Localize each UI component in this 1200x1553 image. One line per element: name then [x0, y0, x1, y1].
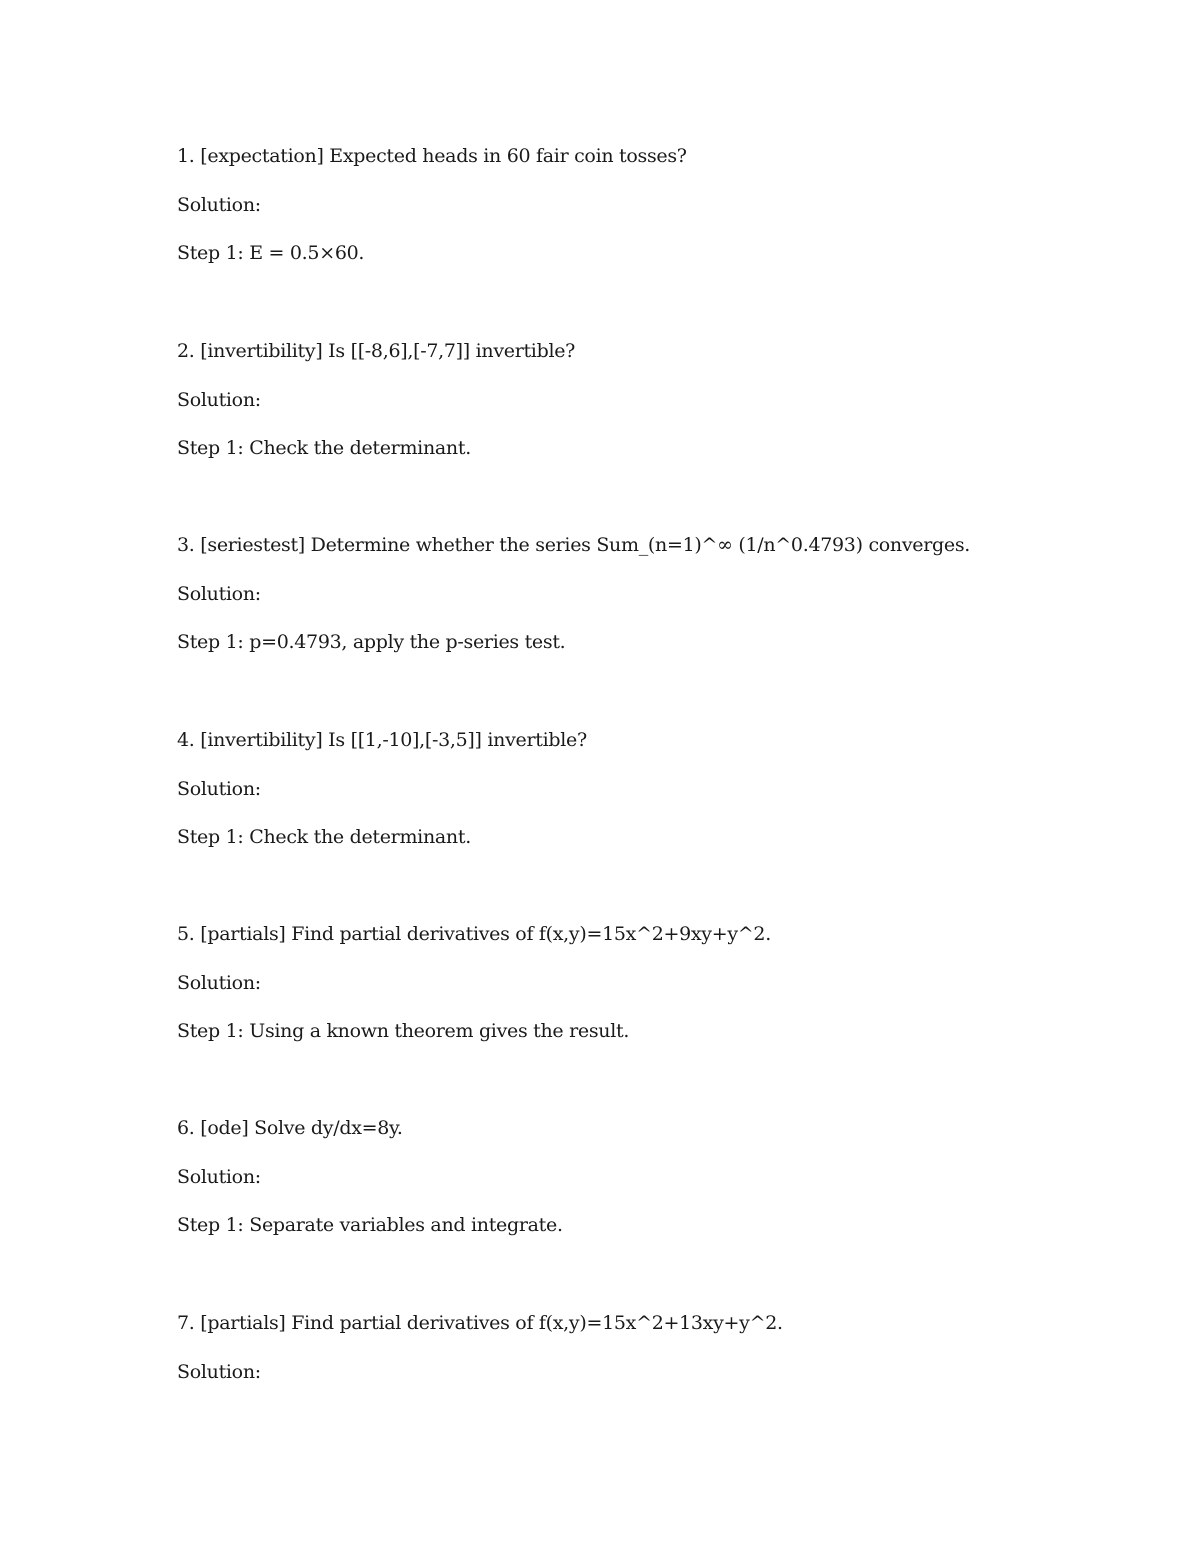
problem-question: 2. [invertibility] Is [[-8,6],[-7,7]] invertible? [177, 340, 576, 362]
solution-label: Solution: [177, 1360, 261, 1383]
solution-label: Solution: [177, 388, 261, 411]
problem-question: 7. [partials] Find partial derivatives of f(x,y)=15x^2+13xy+y^2. [177, 1312, 783, 1334]
solution-label: Solution: [177, 777, 261, 800]
problem-3 [177, 533, 1137, 654]
solution-step: Step 1: Check the determinant. [177, 826, 471, 848]
solution-label: Solution: [177, 971, 261, 994]
problem-question: 5. [partials] Find partial derivatives of f(x,y)=15x^2+9xy+y^2. [177, 923, 771, 945]
problem-6 [177, 1116, 1137, 1237]
problem-question: 3. [seriestest] Determine whether the series Sum_(n=1)^∞ (1/n^0.4793) converges. [177, 534, 971, 556]
problem-1 [177, 144, 1137, 265]
solution-step: Step 1: E = 0.5×60. [177, 242, 365, 264]
solution-label: Solution: [177, 582, 261, 605]
problem-question: 6. [ode] Solve dy/dx=8y. [177, 1117, 403, 1139]
solution-step: Step 1: Check the determinant. [177, 437, 471, 459]
solution-label: Solution: [177, 193, 261, 216]
problem-4 [177, 728, 1137, 849]
solution-label: Solution: [177, 1165, 261, 1188]
solution-step: Step 1: Using a known theorem gives the result. [177, 1020, 630, 1042]
problem-question: 4. [invertibility] Is [[1,-10],[-3,5]] invertible? [177, 729, 587, 751]
problem-7 [177, 1311, 1137, 1384]
solution-step: Step 1: p=0.4793, apply the p-series test. [177, 631, 566, 653]
problem-5 [177, 922, 1137, 1043]
problem-2 [177, 339, 1137, 460]
solution-step: Step 1: Separate variables and integrate. [177, 1214, 563, 1236]
problem-question: 1. [expectation] Expected heads in 60 fair coin tosses? [177, 145, 687, 167]
